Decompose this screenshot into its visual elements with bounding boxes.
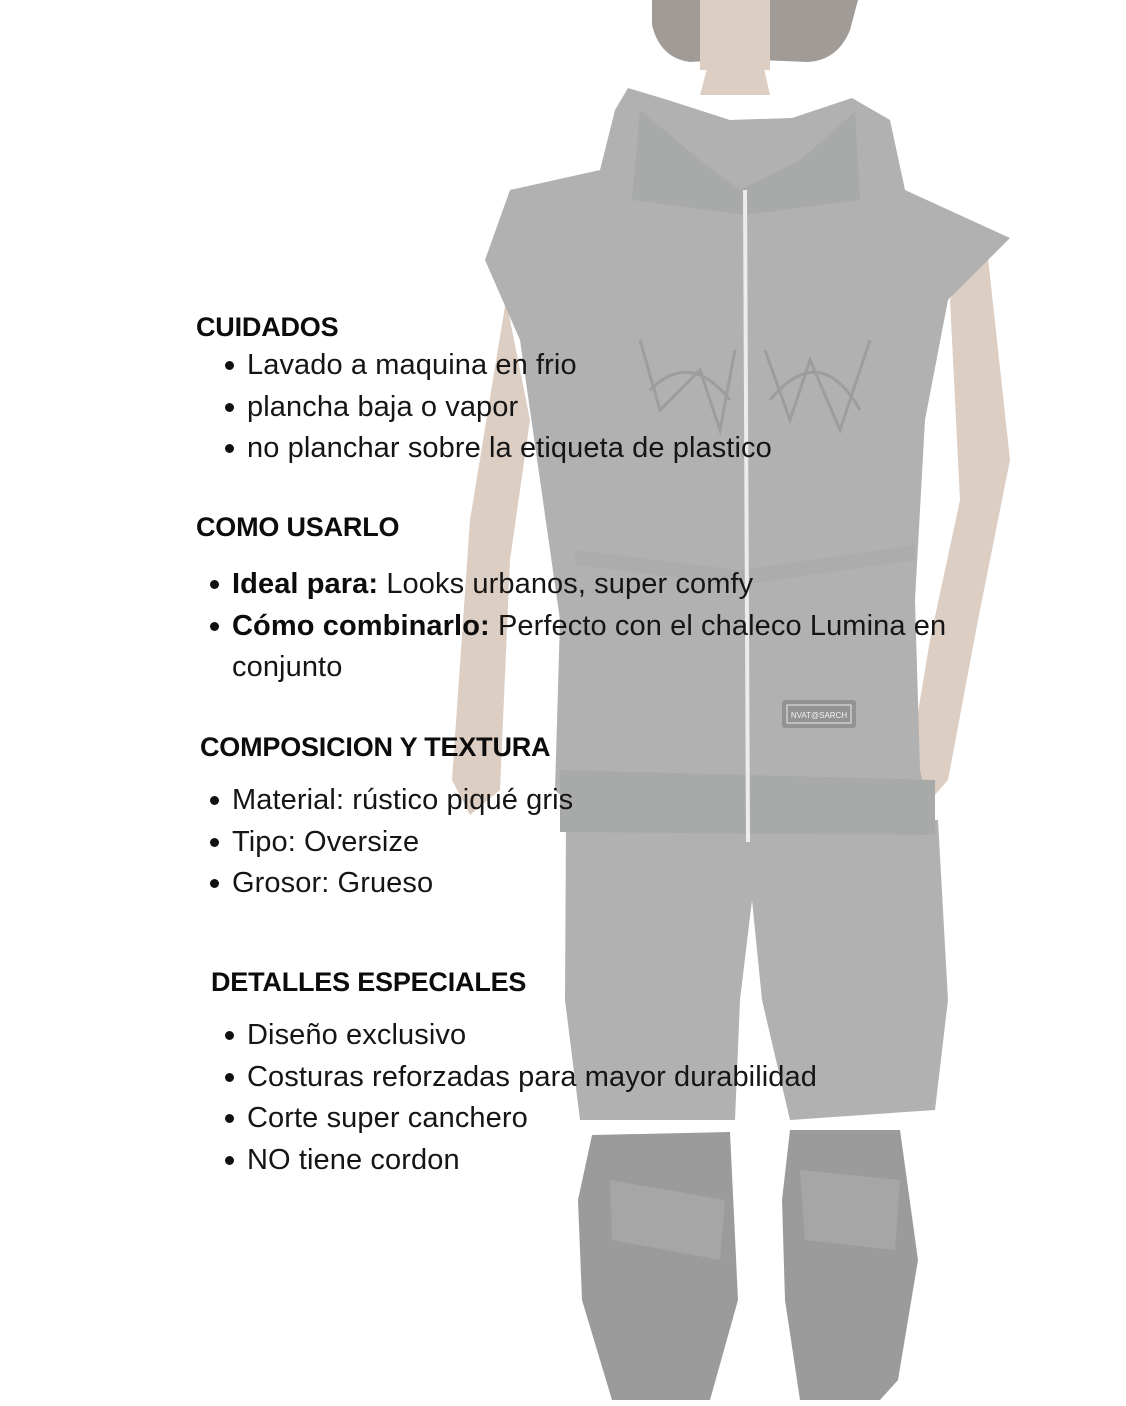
list-item: [196, 606, 1011, 689]
list-item: [196, 564, 1011, 606]
section-composicion: [196, 730, 1096, 905]
list-item: Diseño exclusivo: [196, 1015, 1096, 1057]
section-detalles: [196, 965, 1096, 1181]
list-item: Lavado a maquina en frio: [196, 345, 1096, 387]
detalles-list: [196, 1015, 1096, 1181]
section-heading: COMO USARLO: [196, 512, 400, 542]
section-cuidados: [196, 310, 1096, 470]
list-item: Costuras reforzadas para mayor durabilidad: [196, 1057, 1096, 1099]
section-como-usarlo: [196, 510, 1011, 689]
section-heading: COMPOSICION Y TEXTURA: [200, 732, 551, 762]
composicion-list: [196, 780, 1096, 905]
item-label: Cómo combinarlo:: [232, 609, 490, 642]
item-text: Looks urbanos, super comfy: [378, 568, 754, 600]
list-item: Material: rústico piqué gris: [196, 780, 1096, 822]
como-usarlo-list: [196, 564, 1011, 689]
list-item: plancha baja o vapor: [196, 387, 1096, 429]
item-label: Ideal para:: [232, 568, 379, 600]
list-item: Tipo: Oversize: [196, 822, 1096, 864]
item-text: Perfecto con el chaleco Lumina en conjunto: [232, 609, 947, 683]
section-heading: CUIDADOS: [196, 312, 339, 342]
section-heading: DETALLES ESPECIALES: [211, 967, 527, 997]
list-item: NO tiene cordon: [196, 1140, 1096, 1182]
cuidados-list: [196, 345, 1096, 470]
list-item: Grosor: Grueso: [196, 863, 1096, 905]
list-item: no planchar sobre la etiqueta de plastico: [196, 428, 1096, 470]
list-item: Corte super canchero: [196, 1098, 1096, 1140]
